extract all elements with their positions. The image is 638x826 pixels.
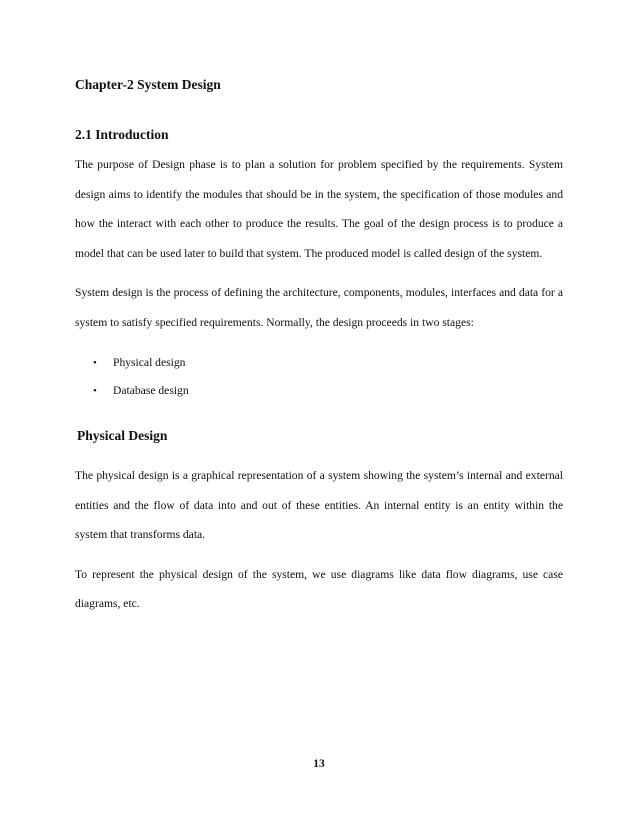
bullet-icon: • bbox=[93, 357, 97, 369]
intro-paragraph-2: System design is the process of defining the architecture, components, modules, interfaces and data for a system to satisfy specified requirements. Normally, the design proceeds in two stages: bbox=[75, 286, 563, 329]
chapter-title: Chapter-2 System Design bbox=[75, 77, 221, 92]
section-heading-introduction: 2.1 Introduction bbox=[75, 127, 169, 142]
physical-design-paragraph-2: To represent the physical design of the system, we use diagrams like data flow diagrams, use case diagrams, etc. bbox=[75, 567, 563, 610]
list-item-label: Database design bbox=[113, 384, 189, 397]
bullet-icon: • bbox=[93, 385, 97, 397]
list-item bbox=[75, 349, 563, 377]
physical-design-paragraph-1: The physical design is a graphical representation of a system showing the system’s internal and external entities and the flow of data into and out of these entities. An internal entity is an entity within the system that transforms data. bbox=[75, 469, 563, 541]
design-stages-list bbox=[75, 349, 563, 405]
page-number: 13 bbox=[313, 758, 325, 770]
page-content bbox=[75, 76, 563, 619]
list-item bbox=[75, 377, 563, 405]
list-item-label: Physical design bbox=[113, 356, 186, 369]
intro-paragraph-1: The purpose of Design phase is to plan a solution for problem specified by the requirements. System design aims to identify the modules that should be in the system, the specification of those modules and how the interact with each other to produce the results. The goal of the design process is to produce a model that can be used later to build that system. The produced model is called design of the system. bbox=[75, 158, 563, 260]
section-heading-physical-design: Physical Design bbox=[77, 428, 168, 443]
